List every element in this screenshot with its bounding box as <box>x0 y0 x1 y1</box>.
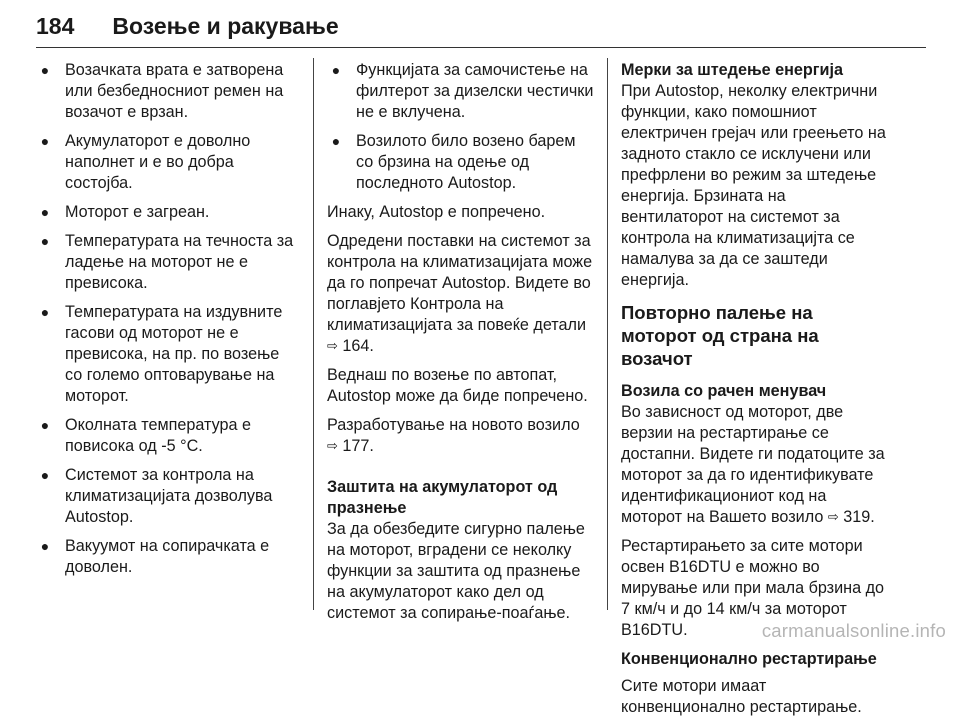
list-item: ● Моторот е загреан. <box>36 202 296 223</box>
bullet-icon: ● <box>331 133 341 149</box>
list-item: ● Возилото било возено барем со брзина на одење од последното Autostop. <box>327 131 595 194</box>
conditions-list-continued <box>327 60 595 194</box>
paragraph: Одредени поставки на системот за контрола на климатизацијата може да го попречат Autostop. Видете во поглавјето Контрола на климатизацијата за повеќе детали ⇨ 164. <box>327 232 593 355</box>
page-reference-link[interactable]: 164. <box>342 337 374 355</box>
list-item: ● Функцијата за самочистење на филтерот за дизелски честички не е вклучена. <box>327 60 595 123</box>
bullet-icon: ● <box>331 62 341 78</box>
paragraph: При Autostop, неколку електрични функции, како помошниот електричен грејач или греењето на задното стакло се исклучени или префрлени во режим за штедење енергија. Брзината на вентилаторот на системот за контрола на климатизацијта се намалува за да се заштеди енергија. <box>621 82 886 289</box>
header-rule <box>36 47 926 48</box>
paragraph: Инаку, Autostop е попречено. <box>327 203 546 221</box>
watermark: carmanualsonline.info <box>761 620 946 641</box>
page-header <box>36 4 926 48</box>
bullet-icon: ● <box>40 467 50 483</box>
chapter-title: Возење и ракување <box>112 13 339 39</box>
list-item: ● Температурата на течноста за ладење на моторот не е превисока. <box>36 231 296 294</box>
paragraph: Разработување на новото возило ⇨ 177. <box>327 416 580 455</box>
paragraph: Веднаш по возење по автопат, Autostop може да биде попречено. <box>327 366 588 405</box>
bullet-icon: ● <box>40 62 50 78</box>
section-heading: Повторно палење на моторот од страна на возачот <box>621 302 819 369</box>
list-item: ● Возачката врата е затворена или безбедносниот ремен на возачот е врзан. <box>36 60 296 123</box>
paragraph: Рестартирањето за сите мотори освен B16DTU е можно во мирување или при мала брзина до 7 км/ч и до 14 км/ч за моторот B16DTU. <box>621 537 885 639</box>
bullet-icon: ● <box>40 417 50 433</box>
list-item: ● Акумулаторот е доволно наполнет и е во добра состојба. <box>36 131 296 194</box>
column-2 <box>327 60 595 632</box>
page-number: 184 <box>36 13 75 39</box>
list-item: ● Температурата на издувните гасови од моторот не е превисока, на пр. по возење со големо оптоварување на моторот. <box>36 302 296 407</box>
conditions-list <box>36 60 296 578</box>
list-item: ● Системот за контрола на климатизацијата дозволува Autostop. <box>36 465 296 528</box>
subheading: Конвенционално рестартирање <box>621 650 877 668</box>
reference-arrow-icon: ⇨ <box>327 338 338 353</box>
paragraph: Сите мотори имаат конвенционално рестартирање. <box>621 677 862 716</box>
list-item: ● Околната температура е повисока од -5 °C. <box>36 415 296 457</box>
bullet-icon: ● <box>40 204 50 220</box>
bullet-icon: ● <box>40 304 50 320</box>
list-item: ● Вакуумот на сопирачката е доволен. <box>36 536 296 578</box>
page-reference-link[interactable]: 177. <box>342 437 374 455</box>
subheading: Мерки за штедење енергија <box>621 61 843 79</box>
bullet-icon: ● <box>40 538 50 554</box>
bullet-icon: ● <box>40 133 50 149</box>
column-1 <box>36 60 296 586</box>
column-divider-2 <box>607 58 608 610</box>
reference-arrow-icon: ⇨ <box>327 438 338 453</box>
paragraph: За да обезбедите сигурно палење на моторот, вградени се неколку функции за заштита од празнење на акумулаторот како дел од системот за сопирање-поаѓање. <box>327 520 585 622</box>
column-divider-1 <box>313 58 314 610</box>
subheading: Возила со рачен менувач <box>621 382 827 400</box>
page-reference-link[interactable]: 319. <box>843 508 875 526</box>
paragraph: Во зависност од моторот, две верзии на рестартирање се достапни. Видете ги податоците за моторот за да го идентификувате идентификациониот код на моторот на Вашето возило ⇨ 319. <box>621 403 885 526</box>
subheading: Заштита на акумулаторот од празнење <box>327 478 558 517</box>
bullet-icon: ● <box>40 233 50 249</box>
reference-arrow-icon: ⇨ <box>827 509 839 524</box>
